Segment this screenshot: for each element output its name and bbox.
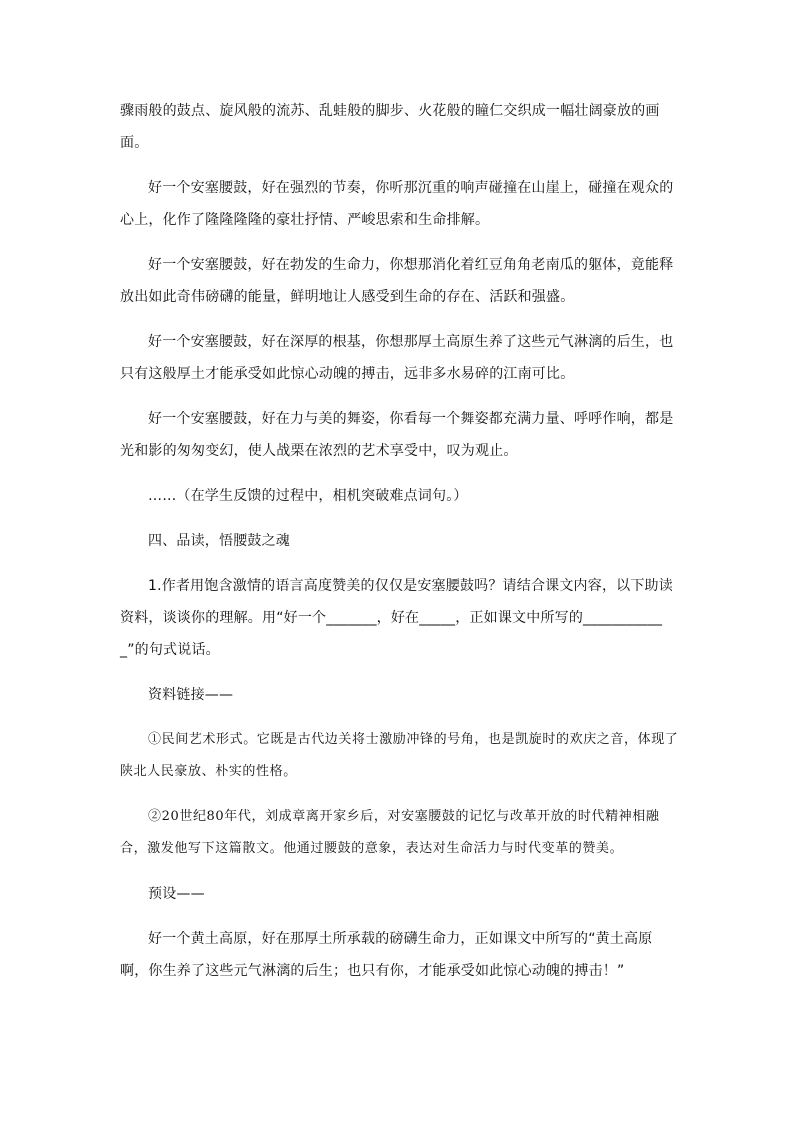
paragraph-rhythm: 好一个安塞腰鼓，好在强烈的节奏，你听那沉重的响声碰撞在山崖上，碰撞在观众的心上，化作了隆隆隆隆的豪壮抒情、严峻思索和生命排解。 (120, 180, 674, 228)
paragraph-note: ……（在学生反馈的过程中，相机突破难点词句。） (148, 488, 468, 504)
paragraph-roots: 好一个安塞腰鼓，好在深厚的根基，你想那厚土高原生养了这些元气淋漓的后生，也只有这般厚土才能承受如此惊心动魄的搏击，远非多水易碎的江南可比。 (120, 334, 674, 382)
resource-link-label: 资料链接—— (148, 687, 234, 703)
paragraph-dance: 好一个安塞腰鼓，好在力与美的舞姿，你看每一个舞姿都充满力量、呼呼作响，都是光和影的匆匆变幻，使人战栗在浓烈的艺术享受中，叹为观止。 (120, 411, 674, 459)
question-1: 1.作者用饱含激情的语言高度赞美的仅仅是安塞腰鼓吗？请结合课文内容，以下助读资料，谈谈你的理解。用“好一个_______，好在_____，正如课文中所写的____________”的句式说话。 (120, 578, 673, 658)
paragraph-vitality: 好一个安塞腰鼓，好在勃发的生命力，你想那消化着红豆角角老南瓜的躯体，竟能释放出如此奇伟磅礴的能量，鲜明地让人感受到生命的存在、活跃和强盛。 (120, 257, 674, 305)
resource-item-2: ②20世纪80年代，刘成章离开家乡后，对安塞腰鼓的记忆与改革开放的时代精神相融合，激发他写下这篇散文。他通过腰鼓的意象，表达对生命活力与时代变革的赞美。 (120, 809, 660, 856)
preset-label: 预设—— (148, 886, 205, 902)
section-heading: 四、品读，悟腰鼓之魂 (148, 533, 290, 549)
paragraph-drum-imagery: 骤雨般的鼓点、旋风般的流苏、乱蛙般的脚步、火花般的瞳仁交织成一幅壮阔豪放的画面。 (120, 103, 660, 151)
document-body (120, 95, 680, 1000)
preset-answer: 好一个黄土高原，好在那厚土所承载的磅礴生命力，正如课文中所写的“黄土高原啊，你生养了这些元气淋漓的后生；也只有你，才能承受如此惊心动魄的搏击！” (120, 931, 653, 979)
resource-item-1: ①民间艺术形式。它既是古代边关将士激励冲锋的号角，也是凯旋时的欢庆之音，体现了陕北人民豪放、朴实的性格。 (120, 732, 679, 779)
